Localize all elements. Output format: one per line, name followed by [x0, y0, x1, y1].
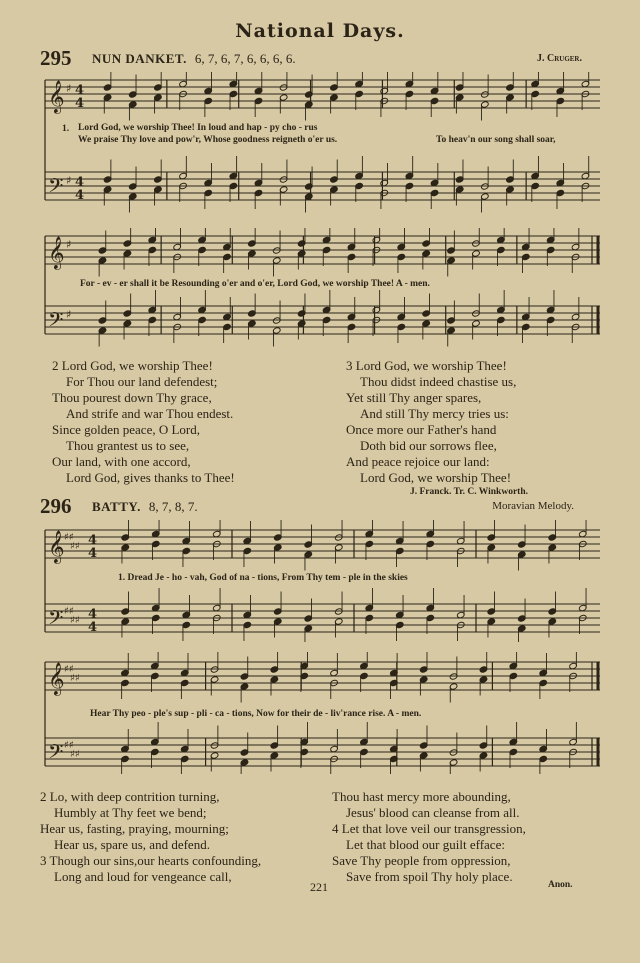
- verse-line: Thou didst indeed chastise us,: [360, 374, 517, 389]
- svg-text:4: 4: [75, 96, 85, 111]
- verse-line: Doth bid our sorrows flee,: [360, 438, 497, 453]
- hymn-295-heading: [92, 50, 296, 68]
- page-number: 221: [310, 880, 328, 894]
- verse-line: Lord God, gives thanks to Thee!: [66, 470, 235, 485]
- hymn-296-verses-right: [332, 789, 526, 885]
- svg-text:♯: ♯: [66, 174, 72, 187]
- svg-text:𝄞: 𝄞: [48, 662, 65, 695]
- verse-line: Thou pourest down Thy grace,: [52, 390, 212, 405]
- verse-line: Once more our Father's hand: [346, 422, 497, 437]
- svg-text:4: 4: [88, 533, 98, 548]
- verse-line: Humbly at Thy feet we bend;: [54, 805, 207, 820]
- hymn-296-tune: BATTY.: [92, 499, 141, 514]
- hymn-295-number: 295: [40, 46, 72, 70]
- verse-line: 2 Lo, with deep contrition turning,: [40, 789, 220, 804]
- svg-text:𝄢: 𝄢: [48, 606, 64, 634]
- hymn-295-verse-number: 1.: [62, 124, 70, 134]
- verse-line: 4 Let that love veil our transgression,: [332, 821, 526, 836]
- verse-line: Since golden peace, O Lord,: [52, 422, 201, 437]
- svg-text:𝄞: 𝄞: [48, 236, 65, 269]
- verse-line: And peace rejoice our land:: [346, 454, 490, 469]
- verse-line: Let that blood our guilt efface:: [346, 837, 505, 852]
- verse-line: Jesus' blood can cleanse from all.: [346, 805, 520, 820]
- hymn-295-lyric-line-1c: To heav'n our song shall soar,: [436, 135, 556, 145]
- hymn-296-number: 296: [40, 494, 72, 518]
- verse-line: For Thou our land defendest;: [66, 374, 218, 389]
- svg-text:4: 4: [75, 175, 85, 190]
- verse-line: Hear us, spare us, and defend.: [54, 837, 210, 852]
- svg-text:𝄢: 𝄢: [48, 308, 64, 336]
- hymn-295-meter: 6, 7, 6, 7, 6, 6, 6, 6.: [194, 51, 296, 66]
- svg-text:4: 4: [88, 546, 98, 561]
- svg-text:♯♯: ♯♯: [70, 541, 80, 552]
- svg-text:𝄢: 𝄢: [48, 740, 64, 768]
- verse-line: Yet still Thy anger spares,: [346, 390, 482, 405]
- hymn-295-lyric-line-1b: We praise Thy love and pow'r, Whose goodness reigneth o'er us.: [78, 135, 338, 145]
- hymn-295-credit: J. Franck. Tr. C. Winkworth.: [410, 487, 528, 497]
- svg-text:♯♯: ♯♯: [70, 673, 80, 684]
- verse-line: 2 Lord God, we worship Thee!: [52, 358, 213, 373]
- svg-text:4: 4: [88, 607, 98, 622]
- verse-line: Thou grantest us to see,: [66, 438, 190, 453]
- verse-line: Lord God, we worship Thee!: [360, 470, 512, 485]
- verse-line: Thou hast mercy more abounding,: [332, 789, 511, 804]
- svg-text:𝄞: 𝄞: [48, 80, 65, 113]
- svg-text:♯: ♯: [66, 308, 72, 321]
- svg-text:♯♯: ♯♯: [64, 740, 74, 751]
- verse-line: And still Thy mercy tries us:: [360, 406, 509, 421]
- verse-line: And strife and war Thou endest.: [66, 406, 234, 421]
- hymn-295-verse-2: [52, 358, 235, 486]
- verse-line: 3 Lord God, we worship Thee!: [346, 358, 507, 373]
- hymn-295-system-1: [40, 72, 605, 224]
- svg-text:♯♯: ♯♯: [64, 532, 74, 543]
- hymn-296-meter: 8, 7, 8, 7.: [148, 499, 198, 514]
- verse-line: Save from spoil Thy holy place.: [346, 869, 513, 884]
- svg-text:4: 4: [88, 620, 98, 635]
- svg-text:♯: ♯: [66, 238, 72, 251]
- verse-line: Long and loud for vengeance call,: [54, 869, 232, 884]
- hymn-296-lyric-line-1: 1. Dread Je - ho - vah, God of na - tions, From Thy tem - ple in the skies: [118, 573, 408, 583]
- hymn-295-tune: NUN DANKET.: [92, 51, 187, 66]
- verse-line: Save Thy people from oppression,: [332, 853, 511, 868]
- hymn-296-composer: Moravian Melody.: [492, 500, 574, 512]
- hymn-295-lyric-line-2: For - ev - er shall it be Resounding o'er and o'er, Lord God, we worship Thee! A - men.: [80, 279, 430, 289]
- svg-text:𝄞: 𝄞: [48, 530, 65, 563]
- section-title: National Days.: [235, 20, 405, 42]
- hymn-296-heading: [92, 498, 198, 516]
- verse-line: 3 Though our sins,our hearts confounding,: [40, 853, 262, 868]
- svg-text:♯♯: ♯♯: [70, 749, 80, 760]
- svg-text:4: 4: [75, 188, 85, 203]
- svg-text:♯♯: ♯♯: [70, 615, 80, 626]
- svg-text:4: 4: [75, 83, 85, 98]
- hymn-295-composer: J. Cruger.: [536, 53, 582, 64]
- hymn-296-credit: Anon.: [548, 880, 573, 890]
- svg-text:♯♯: ♯♯: [64, 606, 74, 617]
- svg-text:𝄢: 𝄢: [48, 174, 64, 202]
- verse-line: Hear us, fasting, praying, mourning;: [40, 821, 229, 836]
- svg-text:♯: ♯: [66, 82, 72, 95]
- hymn-296-lyric-line-2: Hear Thy peo - ple's sup - pli - ca - tions, Now for their de - liv'rance rise. A - men.: [90, 709, 422, 719]
- hymn-295-verse-3: [346, 358, 516, 486]
- hymn-295-lyric-line-1a: Lord God, we worship Thee! In loud and hap - py cho - rus: [78, 123, 318, 133]
- verse-line: Our land, with one accord,: [52, 454, 191, 469]
- hymn-295-system-2: [40, 228, 605, 350]
- hymn-296-verses-left: [40, 789, 261, 885]
- svg-text:♯♯: ♯♯: [64, 664, 74, 675]
